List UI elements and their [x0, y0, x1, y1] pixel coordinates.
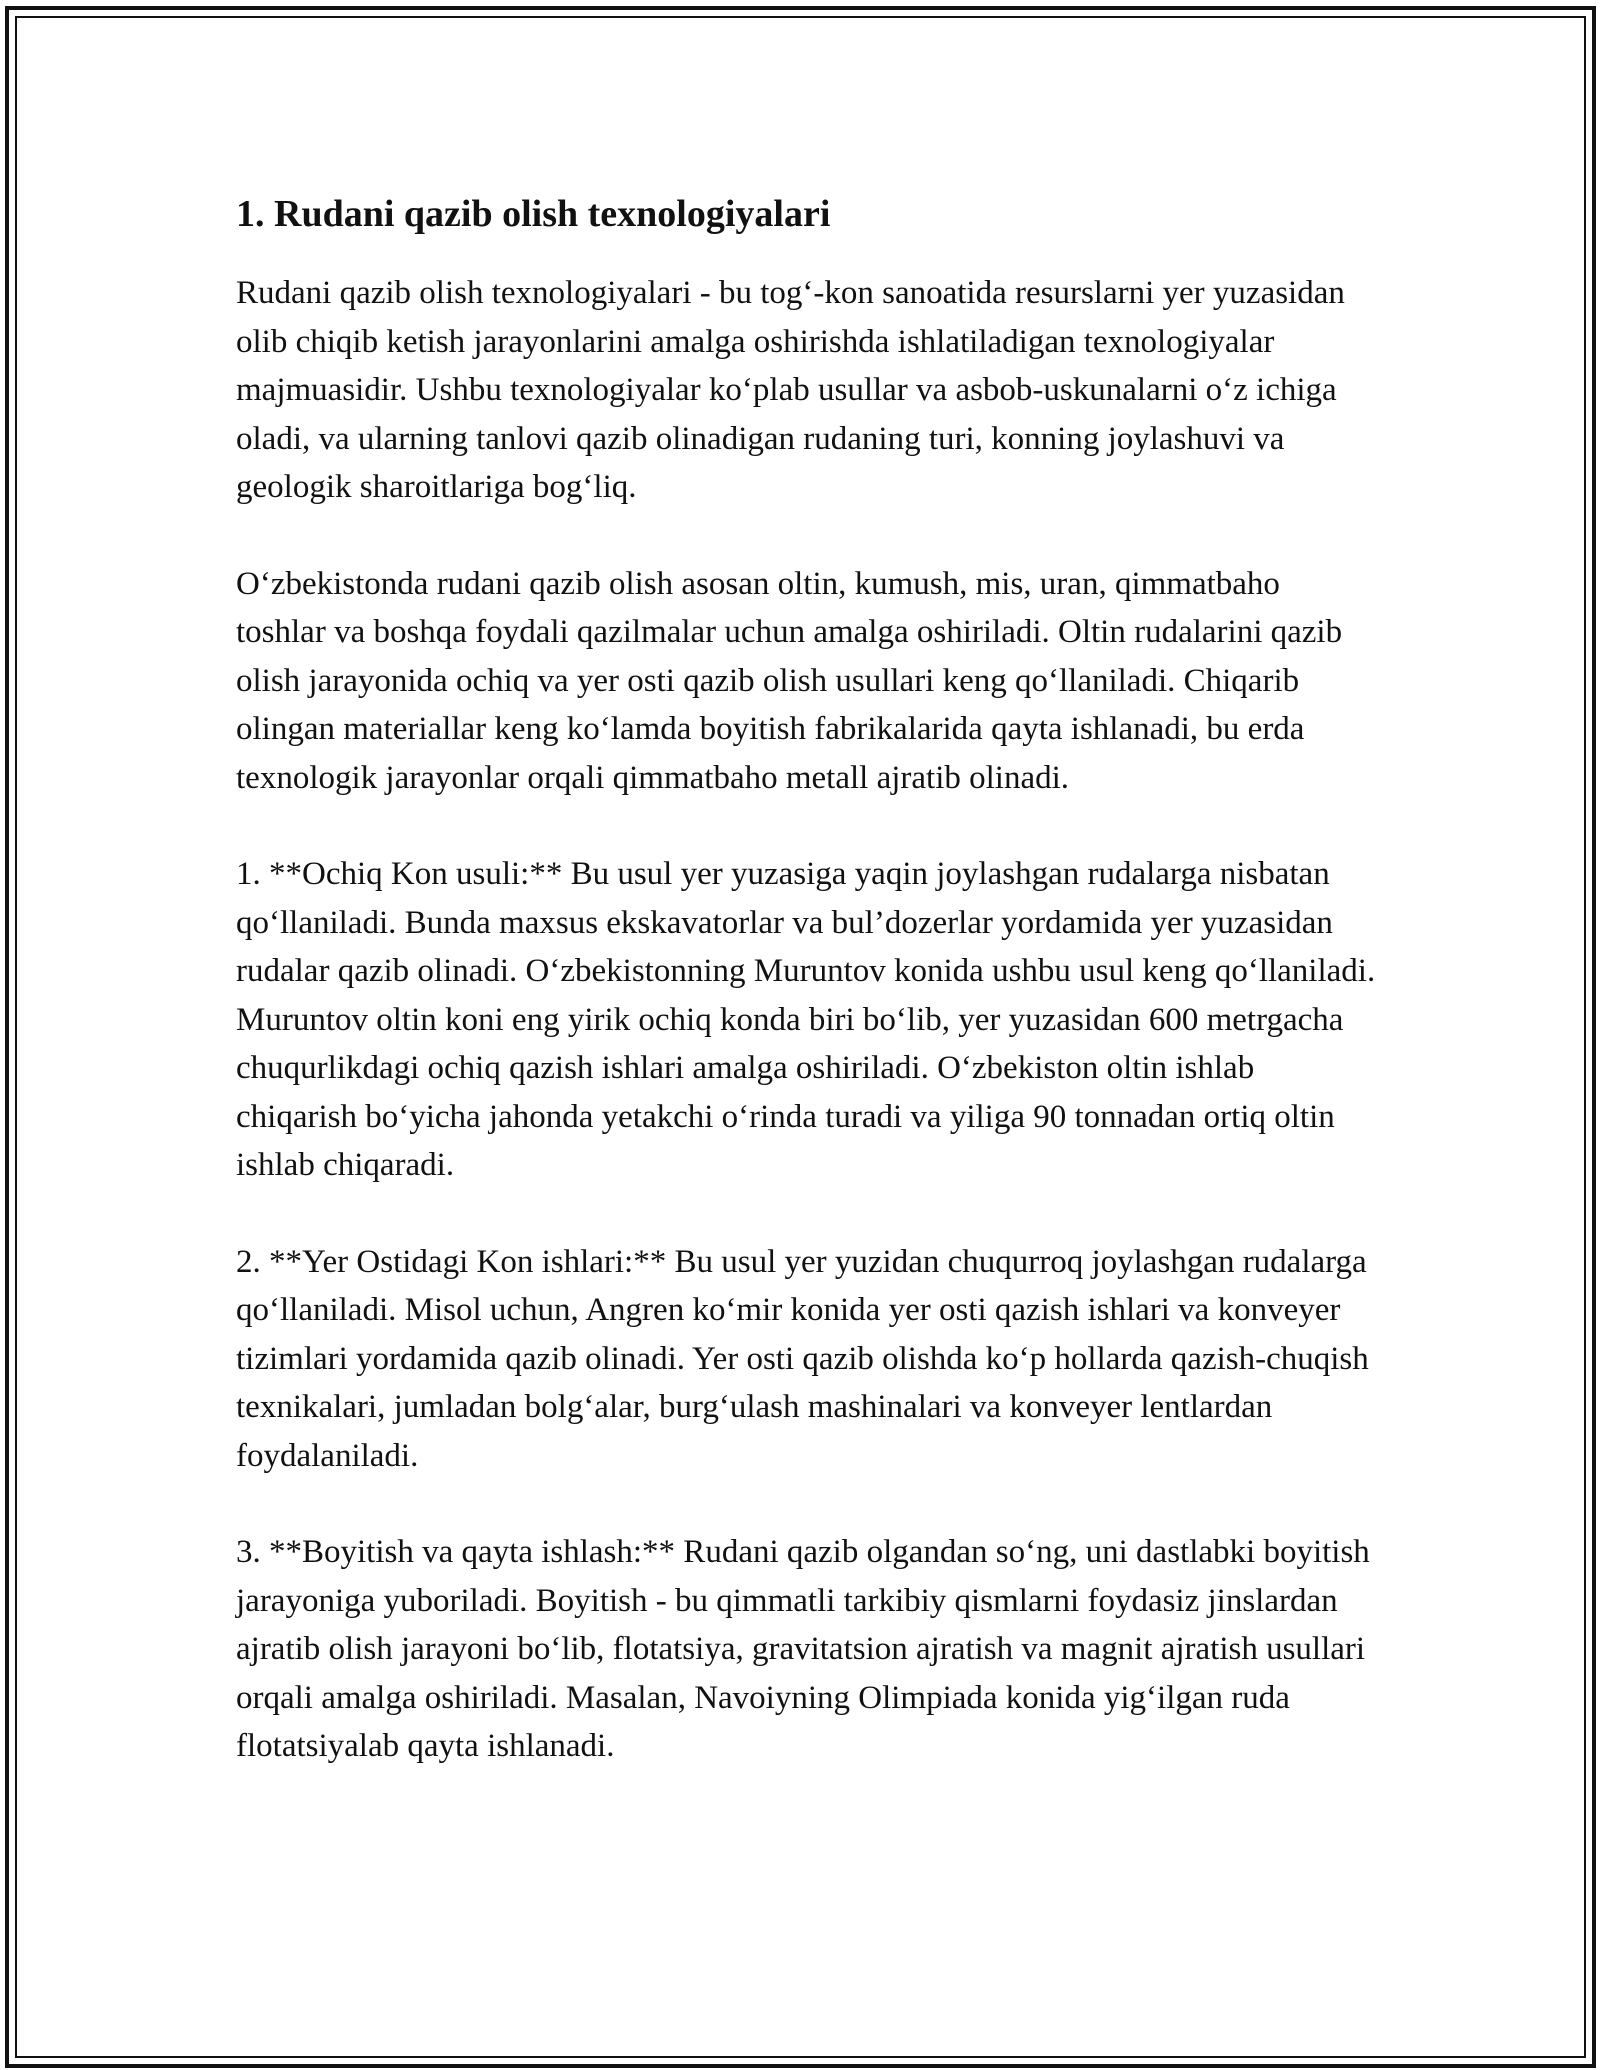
paragraph-intro: Rudani qazib olish texnologiyalari - bu tog‘-kon sanoatida resurslarni yer yuzasidan olib chiqib ketish jarayonlarini amalga oshirishda ishlatiladigan texnologiyalar majmuasidir. Ushbu texnologiyalar ko‘plab usullar va asbob-uskunalarni o‘z ichiga oladi, va ularning tanlovi qazib olinadigan rudaning turi, konning joylashuvi va geologik sharoitlariga bog‘liq.: [236, 275, 1345, 505]
paragraph-uzbekistan: O‘zbekistonda rudani qazib olish asosan oltin, kumush, mis, uran, qimmatbaho toshlar va boshqa foydali qazilmalar uchun amalga oshiriladi. Oltin rudalarini qazib olish jarayonida ochiq va yer osti qazib olish usullari keng qo‘llaniladi. Chiqarib olingan materiallar keng ko‘lamda boyitish fabrikalarida qayta ishlanadi, bu erda texnologik jarayonlar orqali qimmatbaho metall ajratib olinadi.: [236, 565, 1343, 796]
document-title: 1. Rudani qazib olish texnologiyalari: [236, 193, 831, 235]
paragraph-beneficiation: 3. **Boyitish va qayta ishlash:** Rudani qazib olgandan so‘ng, uni dastlabki boyitish jarayoniga yuboriladi. Boyitish - bu qimmatli tarkibiy qismlarni foydasiz jinslardan ajratib olish jarayoni bo‘lib, flotatsiya, gravitatsion ajratish va magnit ajratish usullari orqali amalga oshiriladi. Masalan, Navoiyning Olimpiada konida yig‘ilgan ruda flotatsiyalab qayta ishlanadi.: [236, 1534, 1370, 1764]
paragraph-underground: 2. **Yer Ostidagi Kon ishlari:** Bu usul yer yuzidan chuqurroq joylashgan rudalarga qo‘llaniladi. Misol uchun, Angren ko‘mir konida yer osti qazish ishlari va konveyer tizimlari yordamida qazib olinadi. Yer osti qazib olishda ko‘p hollarda qazish-chuqish texnikalari, jumladan bolg‘alar, burg‘ulash mashinalari va konveyer lentlardan foydalaniladi.: [236, 1243, 1369, 1474]
document-body: [236, 188, 1376, 1771]
paragraph-open-pit: 1. **Ochiq Kon usuli:** Bu usul yer yuzasiga yaqin joylashgan rudalarga nisbatan qo‘llaniladi. Bunda maxsus ekskavatorlar va bul’dozerlar yordamida yer yuzasidan rudalar qazib olinadi. O‘zbekistonning Muruntov konida ushbu usul keng qo‘llaniladi. Muruntov oltin koni eng yirik ochiq konda biri bo‘lib, yer yuzasidan 600 metrgacha chuqurlikdagi ochiq qazish ishlari amalga oshiriladi. O‘zbekiston oltin ishlab chiqarish bo‘yicha jahonda yetakchi o‘rinda turadi va yiliga 90 tonnadan ortiq oltin ishlab chiqaradi.: [236, 856, 1376, 1183]
